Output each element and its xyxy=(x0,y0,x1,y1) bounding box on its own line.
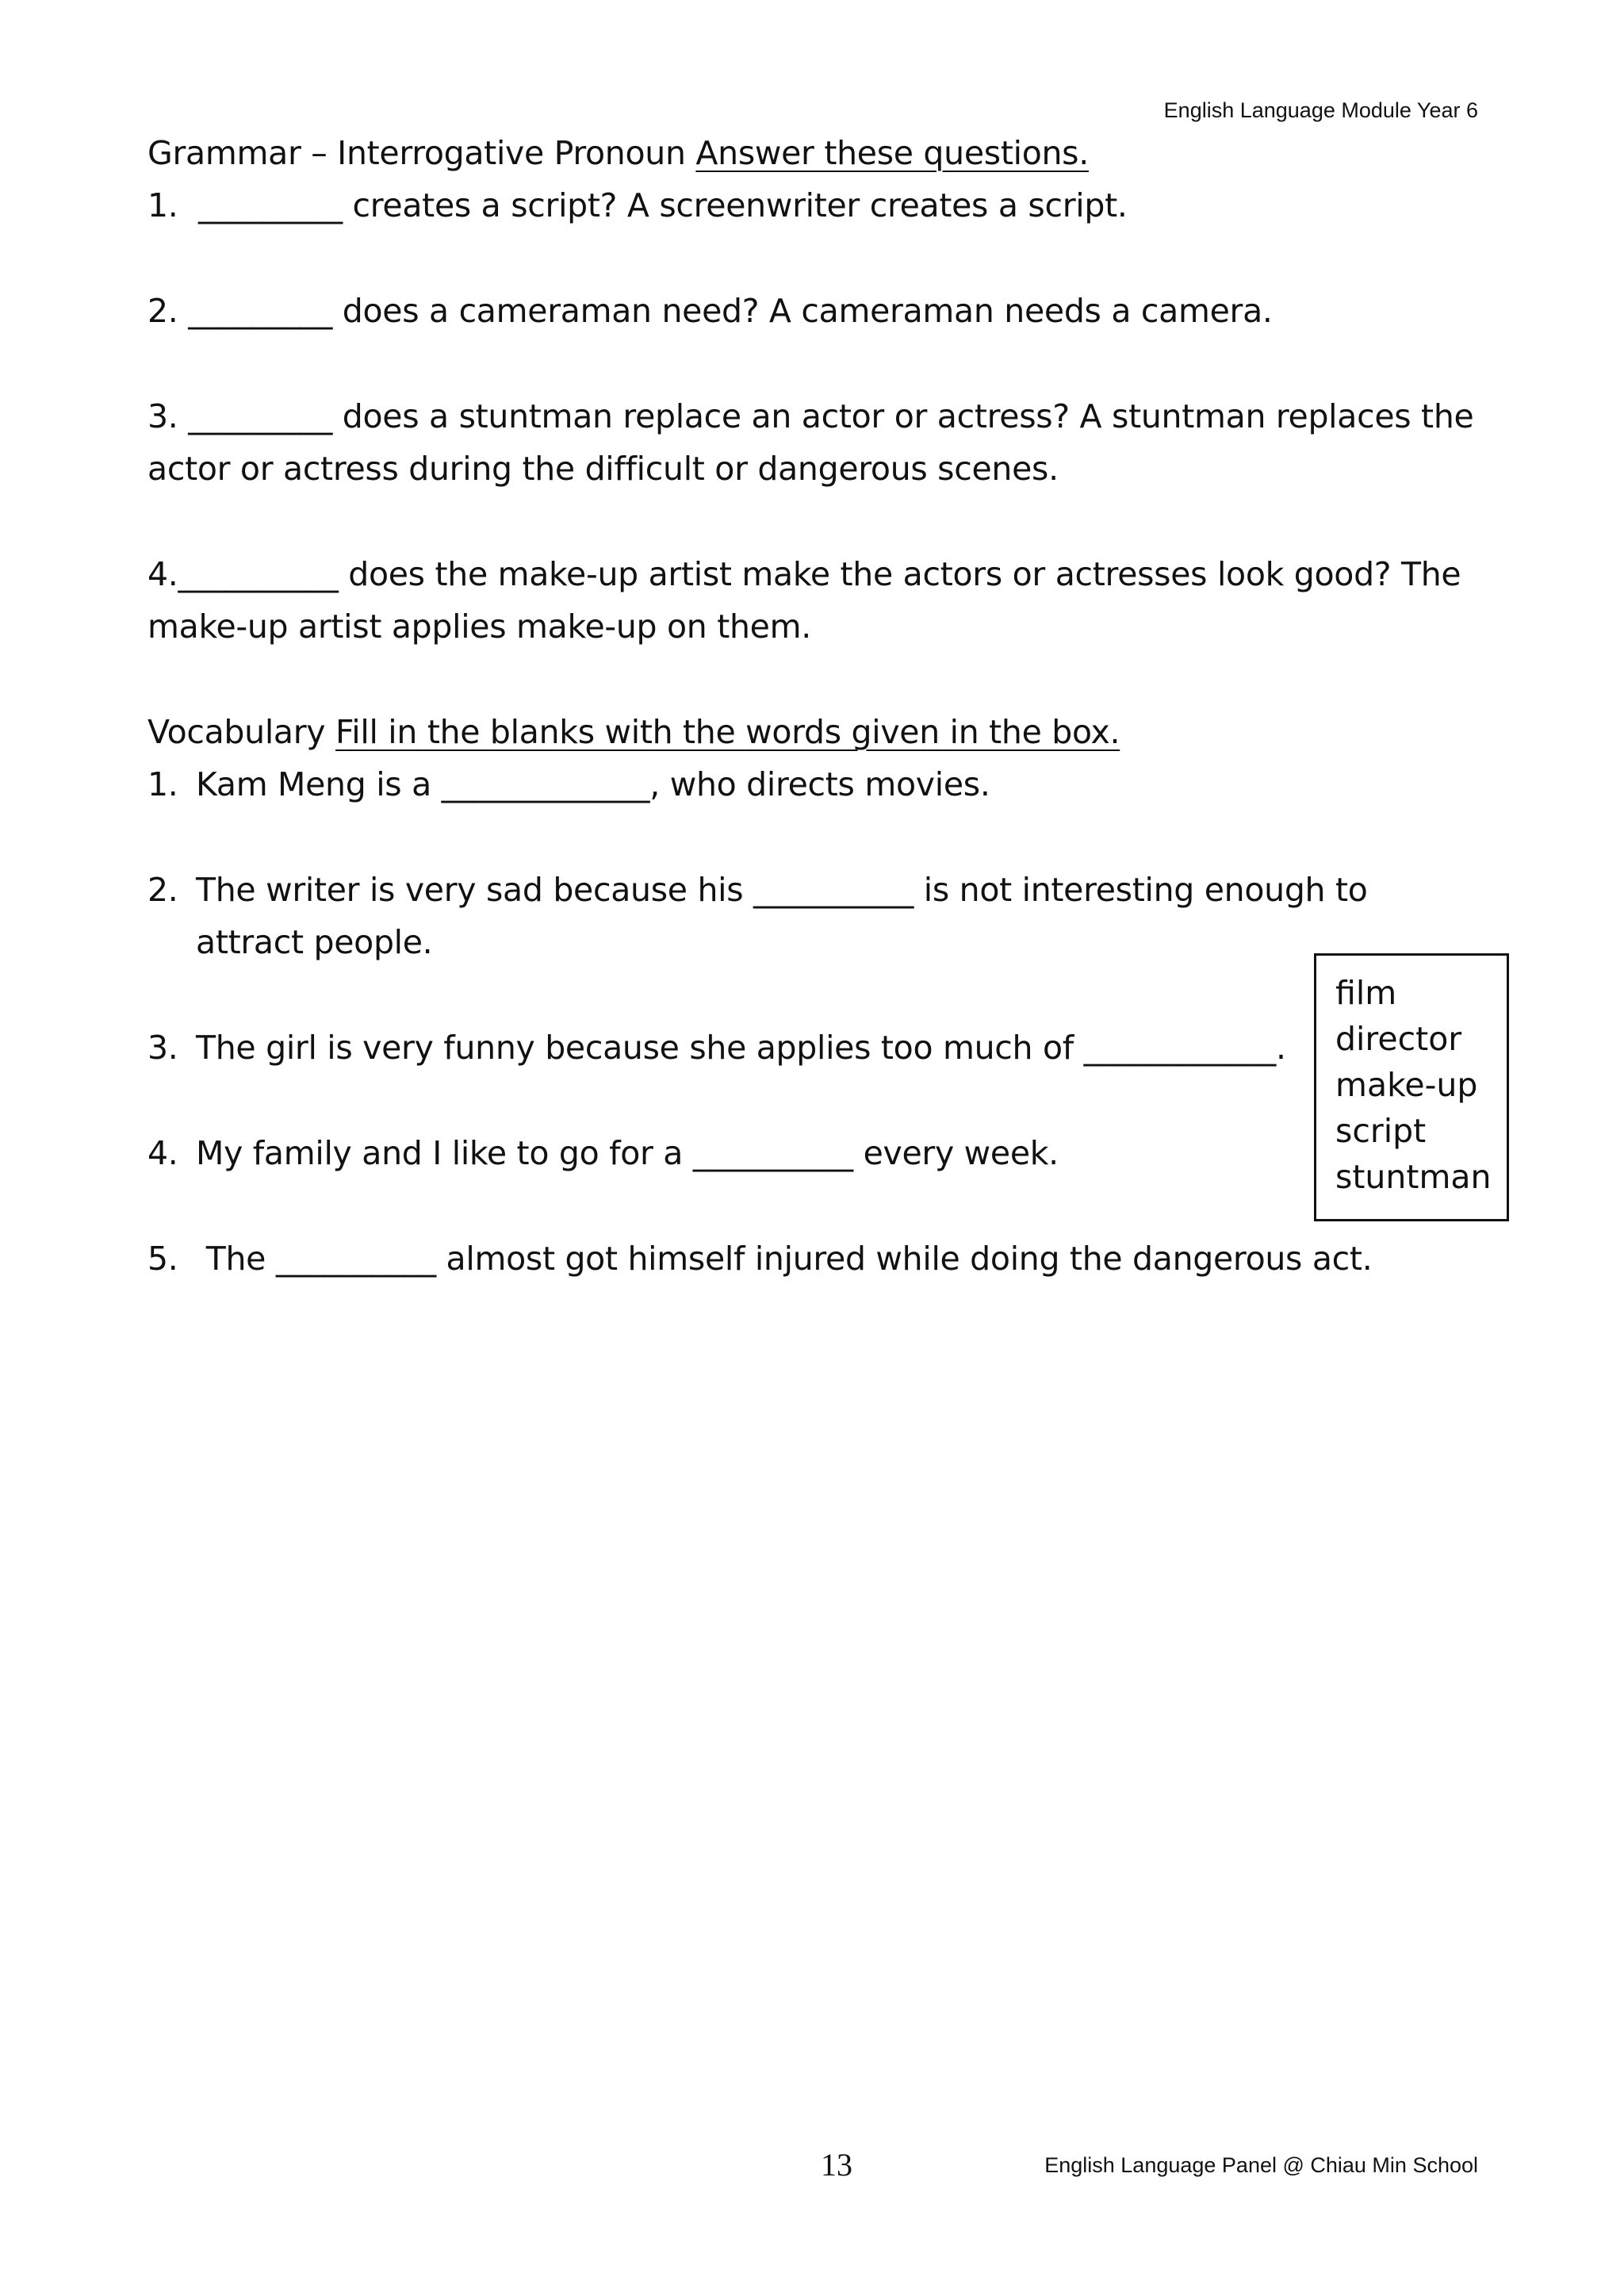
word-box-item: script xyxy=(1335,1112,1427,1150)
vocab-question-2-cont: attract people. xyxy=(196,923,433,961)
vocab-q3-number: 3. xyxy=(147,1029,178,1067)
vocab-question-4: My family and I like to go for a __________ every week. xyxy=(196,1134,1059,1172)
grammar-question-3: 3. _________ does a stuntman replace an actor or actress? A stuntman replaces the xyxy=(147,397,1474,435)
module-header: English Language Module Year 6 xyxy=(1163,98,1478,122)
vocab-question-5: The __________ almost got himself injured while doing the dangerous act. xyxy=(196,1240,1373,1278)
footer-credit: English Language Panel @ Chiau Min School xyxy=(1044,2153,1478,2177)
vocabulary-heading xyxy=(147,706,1120,758)
grammar-question-3-cont: actor or actress during the difficult or dangerous scenes. xyxy=(147,450,1059,488)
word-box-item: stuntman xyxy=(1335,1158,1492,1196)
vocabulary-instruction: Fill in the blanks with the words given in the box. xyxy=(335,713,1120,751)
word-box-item: director xyxy=(1335,1020,1462,1058)
word-box xyxy=(1314,953,1509,1221)
vocab-question-2: The writer is very sad because his __________ is not interesting enough to xyxy=(196,871,1368,909)
vocab-q4-number: 4. xyxy=(147,1134,178,1172)
vocab-question-3: The girl is very funny because she applies too much of ____________. xyxy=(196,1029,1286,1067)
word-box-item: film xyxy=(1335,974,1397,1012)
grammar-question-1: 1. _________ creates a script? A screenwriter creates a script. xyxy=(147,186,1128,224)
vocab-q5-number: 5. xyxy=(147,1240,178,1278)
grammar-question-2: 2. _________ does a cameraman need? A cameraman needs a camera. xyxy=(147,292,1273,330)
grammar-question-4-cont: make-up artist applies make-up on them. xyxy=(147,608,811,646)
grammar-heading xyxy=(147,127,1089,179)
grammar-title: Grammar – Interrogative Pronoun xyxy=(147,134,696,172)
vocab-question-1: Kam Meng is a _____________, who directs movies. xyxy=(196,765,990,803)
grammar-instruction: Answer these questions. xyxy=(695,134,1089,172)
vocabulary-title: Vocabulary xyxy=(147,713,335,751)
page-number: 13 xyxy=(821,2147,852,2183)
word-box-item: make-up xyxy=(1335,1066,1478,1104)
vocab-q2-number: 2. xyxy=(147,871,178,909)
grammar-question-4: 4.__________ does the make-up artist make the actors or actresses look good? The xyxy=(147,555,1461,593)
vocab-q1-number: 1. xyxy=(147,765,178,803)
